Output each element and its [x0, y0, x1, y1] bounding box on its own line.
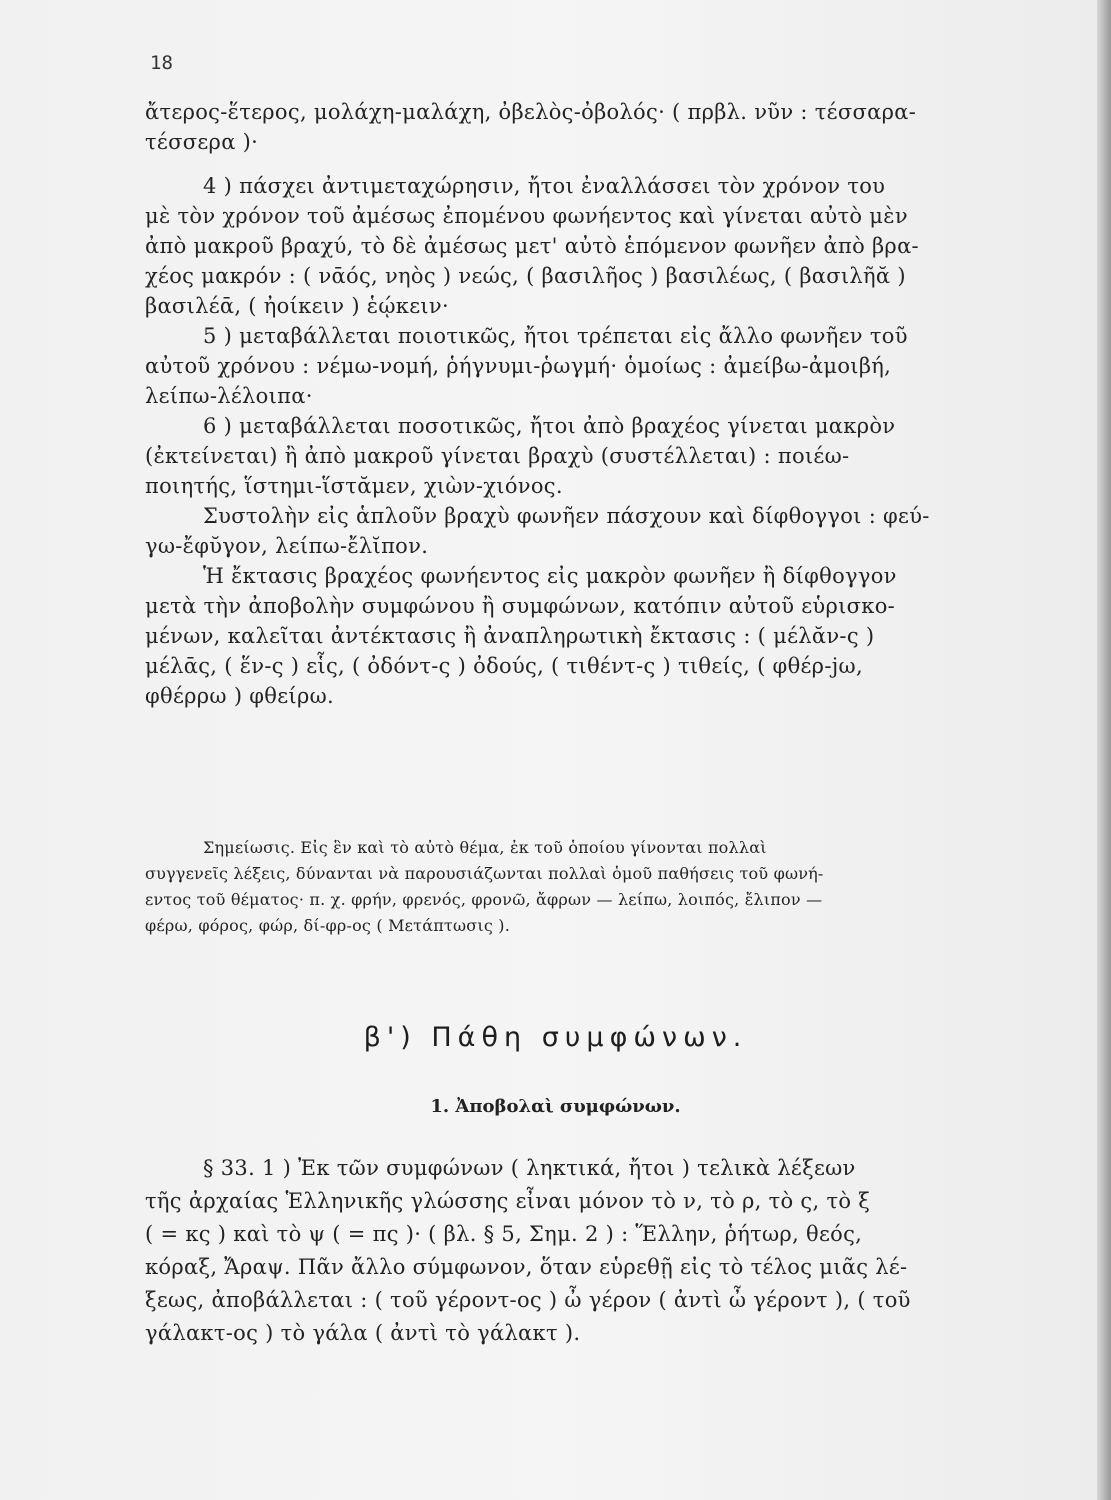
text-line: μετὰ τὴν ἀποβολὴν συμφώνου ἢ συμφώνων, κατόπιν αὐτοῦ εὑρισκο-: [145, 594, 896, 618]
text-line: μένων, καλεῖται ἀντέκτασις ἢ ἀναπληρωτικὴ ἔκτασις : ( μέλᾰν-ς ): [145, 624, 875, 648]
text-line: ἀπὸ μακροῦ βραχύ, τὸ δὲ ἀμέσως μετ' αὐτὸ ἑπόμενον φωνῆεν ἀπὸ βρα-: [145, 234, 919, 258]
text-line: ἄτερος-ἕτερος, μολάχη-μαλάχη, ὀβελὸς-ὀβολός· ( πρβλ. νῦν : τέσσαρα-: [145, 100, 917, 124]
text-line: 4 ) πάσχει ἀντιμεταχώρησιν, ἤτοι ἐναλλάσσει τὸν χρόνον του: [203, 174, 886, 198]
text-line: ( = κς ) καὶ τὸ ψ ( = πς )· ( βλ. § 5, Σημ. 2 ) : Ἕλλην, ῥήτωρ, θεός,: [145, 1222, 863, 1246]
text-line: (ἐκτείνεται) ἢ ἀπὸ μακροῦ γίνεται βραχὺ (συστέλλεται) : ποιέω-: [145, 444, 850, 468]
text-line: χέος μακρόν : ( νᾱός, νηὸς ) νεώς, ( βασιλῆος ) βασιλέως, ( βασιλῆᾰ ): [145, 264, 906, 288]
text-line: ξεως, ἀποβάλλεται : ( τοῦ γέροντ-ος ) ὦ γέρον ( ἀντὶ ὦ γέροντ ), ( τοῦ: [145, 1288, 911, 1312]
main-text: [145, 97, 975, 711]
text-line: Συστολὴν εἰς ἁπλοῦν βραχὺ φωνῆεν πάσχουν καὶ δίφθογγοι : φεύ-: [203, 504, 930, 528]
text-line: αὐτοῦ χρόνου : νέμω-νομή, ῥήγνυμι-ῥωγμή· ὁμοίως : ἀμείβω-ἀμοιβή,: [145, 354, 892, 378]
text-line: 5 ) μεταβάλλεται ποιοτικῶς, ἤτοι τρέπεται εἰς ἄλλο φωνῆεν τοῦ: [203, 324, 908, 348]
text-line: ποιητής, ἵστημι-ἵστᾰμεν, χιὼν-χιόνος.: [145, 474, 563, 498]
text-line: κόραξ, Ἄραψ. Πᾶν ἄλλο σύμφωνον, ὅταν εὑρεθῇ εἰς τὸ τέλος μιᾶς λέ-: [145, 1255, 908, 1279]
text-line: μὲ τὸν χρόνον τοῦ ἀμέσως ἐπομένου φωνήεντος καὶ γίνεται αὐτὸ μὲν: [145, 204, 908, 228]
page-number: 18: [150, 52, 173, 74]
page-edge-shadow: [1097, 0, 1111, 1500]
text-line: βασιλέᾱ, ( ἠοίκειν ) ἑῴκειν·: [145, 294, 449, 318]
text-line: λείπω-λέλοιπα·: [145, 384, 313, 408]
text-line: 6 ) μεταβάλλεται ποσοτικῶς, ἤτοι ἀπὸ βραχέος γίνεται μακρὸν: [203, 414, 896, 438]
text-line: Ἡ ἔκτασις βραχέος φωνήεντος εἰς μακρὸν φωνῆεν ἢ δίφθογγον: [203, 564, 897, 588]
text-line: § 33. 1 ) Ἐκ τῶν συμφώνων ( ληκτικά, ἤτοι ) τελικὰ λέξεων: [203, 1156, 856, 1180]
note-line: φέρω, φόρος, φώρ, δί-φρ-ος ( Μετάπτωσις ).: [145, 916, 511, 935]
note-block: [145, 835, 975, 939]
text-line: μέλᾱς, ( ἕν-ς ) εἷς, ( ὀδόντ-ς ) ὀδούς, ( τιθέντ-ς ) τιθείς, ( φθέρ-jω,: [145, 654, 863, 678]
paragraph-33: [145, 1152, 975, 1350]
text-line: γάλακτ-ος ) τὸ γάλα ( ἀντὶ τὸ γάλακτ ).: [145, 1321, 581, 1345]
text-line: τῆς ἀρχαίας Ἑλληνικῆς γλώσσης εἶναι μόνον τὸ ν, τὸ ρ, τὸ ς, τὸ ξ: [145, 1189, 871, 1213]
subsection-title: 1. Ἀποβολαὶ συμφώνων.: [430, 1096, 681, 1117]
note-line: Σημείωσις. Εἰς ἓν καὶ τὸ αὐτὸ θέμα, ἐκ τοῦ ὁποίου γίνονται πολλαὶ: [203, 838, 767, 857]
text-line: φθέρρω ) φθείρω.: [145, 684, 334, 708]
note-line: εντος τοῦ θέματος· π. χ. φρήν, φρενός, φρονῶ, ἄφρων — λείπω, λοιπός, ἔλιπον —: [145, 890, 823, 909]
text-line: γω-ἔφῠγον, λείπω-ἔλῐπον.: [145, 534, 429, 558]
text-line: τέσσερα )·: [145, 130, 259, 154]
note-line: συγγενεῖς λέξεις, δύνανται νὰ παρουσιάζωνται πολλαὶ ὁμοῦ παθήσεις τοῦ φωνή-: [145, 864, 824, 883]
section-title: β') Πάθη συμφώνων.: [363, 1022, 748, 1053]
